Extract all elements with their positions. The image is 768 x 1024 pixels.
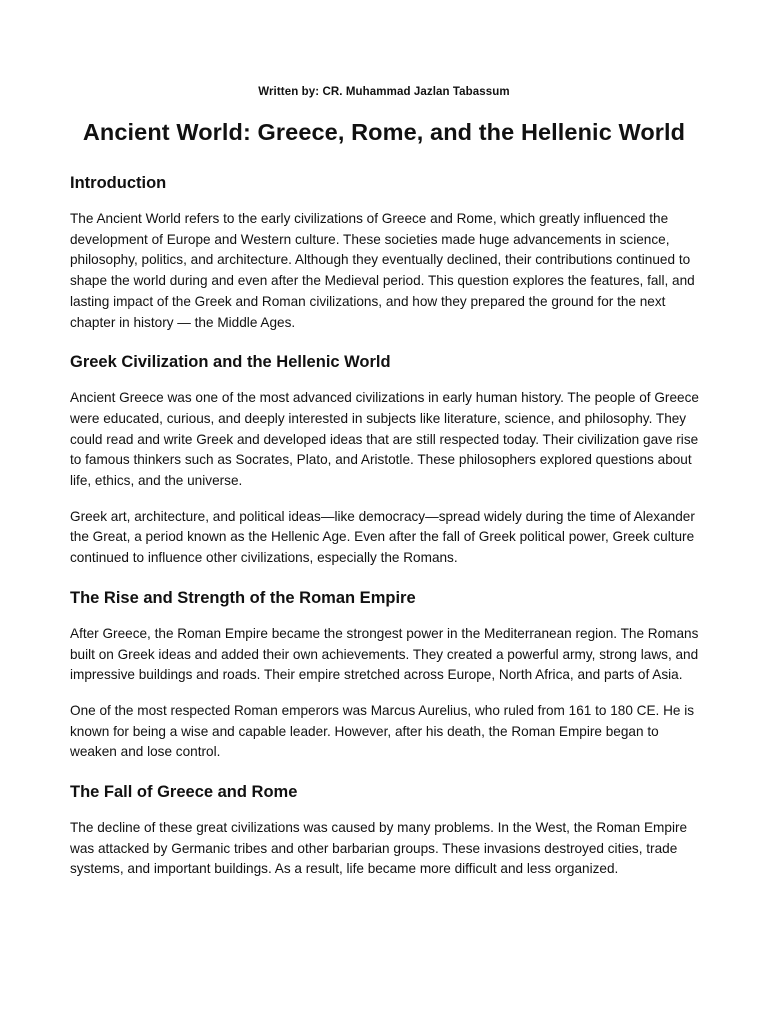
document-title: Ancient World: Greece, Rome, and the Hellenic World bbox=[82, 119, 686, 145]
author-line: Written by: CR. Muhammad Jazlan Tabassum bbox=[258, 86, 510, 98]
paragraph: After Greece, the Roman Empire became the strongest power in the Mediterranean region. The Romans built on Greek ideas and added their own achievements. They created a powerful army, strong laws, and impressive buildings and roads. Their empire stretched across Europe, North Africa, and parts of Asia. bbox=[70, 625, 699, 683]
section-heading: Introduction bbox=[70, 174, 167, 192]
paragraph: Greek art, architecture, and political ideas—like democracy—spread widely during the time of Alexander the Great, a period known as the Hellenic Age. Even after the fall of Greek political power, Greek culture continued to influence other civilizations, especially the Romans. bbox=[70, 508, 695, 566]
paragraph: The Ancient World refers to the early civilizations of Greece and Rome, which greatly influenced the development of Europe and Western culture. These societies made huge advancements in science, philosophy, politics, and architecture. Although they eventually declined, their contributions continued to shape the world during and even after the Medieval period. This question explores the features, fall, and lasting impact of the Greek and Roman civilizations, and how they prepared the ground for the next chapter in history — the Middle Ages. bbox=[70, 211, 695, 330]
section-greek-civilization bbox=[70, 349, 700, 569]
section-fall-of-greece-and-rome bbox=[70, 779, 700, 880]
section-heading: Greek Civilization and the Hellenic World bbox=[70, 353, 391, 372]
section-heading: The Fall of Greece and Rome bbox=[70, 783, 298, 802]
paragraph: Ancient Greece was one of the most advanced civilizations in early human history. The people of Greece were educated, curious, and deeply interested in subjects like literature, science, and philosophy. They could read and write Greek and developed ideas that are still respected today. Their civilization gave rise to famous thinkers such as Socrates, Plato, and Aristotle. These philosophers explored questions about life, ethics, and the universe. bbox=[70, 390, 699, 489]
section-roman-empire bbox=[70, 585, 700, 763]
paragraph: One of the most respected Roman emperors was Marcus Aurelius, who ruled from 161 to 180 CE. He is known for being a wise and capable leader. However, after his death, the Roman Empire began to weaken and lose control. bbox=[70, 702, 695, 760]
section-introduction bbox=[70, 170, 700, 333]
section-heading: The Rise and Strength of the Roman Empire bbox=[70, 588, 416, 607]
document-body bbox=[70, 170, 700, 880]
paragraph: The decline of these great civilizations was caused by many problems. In the West, the Roman Empire was attacked by Germanic tribes and other barbarian groups. These invasions destroyed cities, trade systems, and important buildings. As a result, life became more difficult and less organized. bbox=[70, 820, 688, 877]
